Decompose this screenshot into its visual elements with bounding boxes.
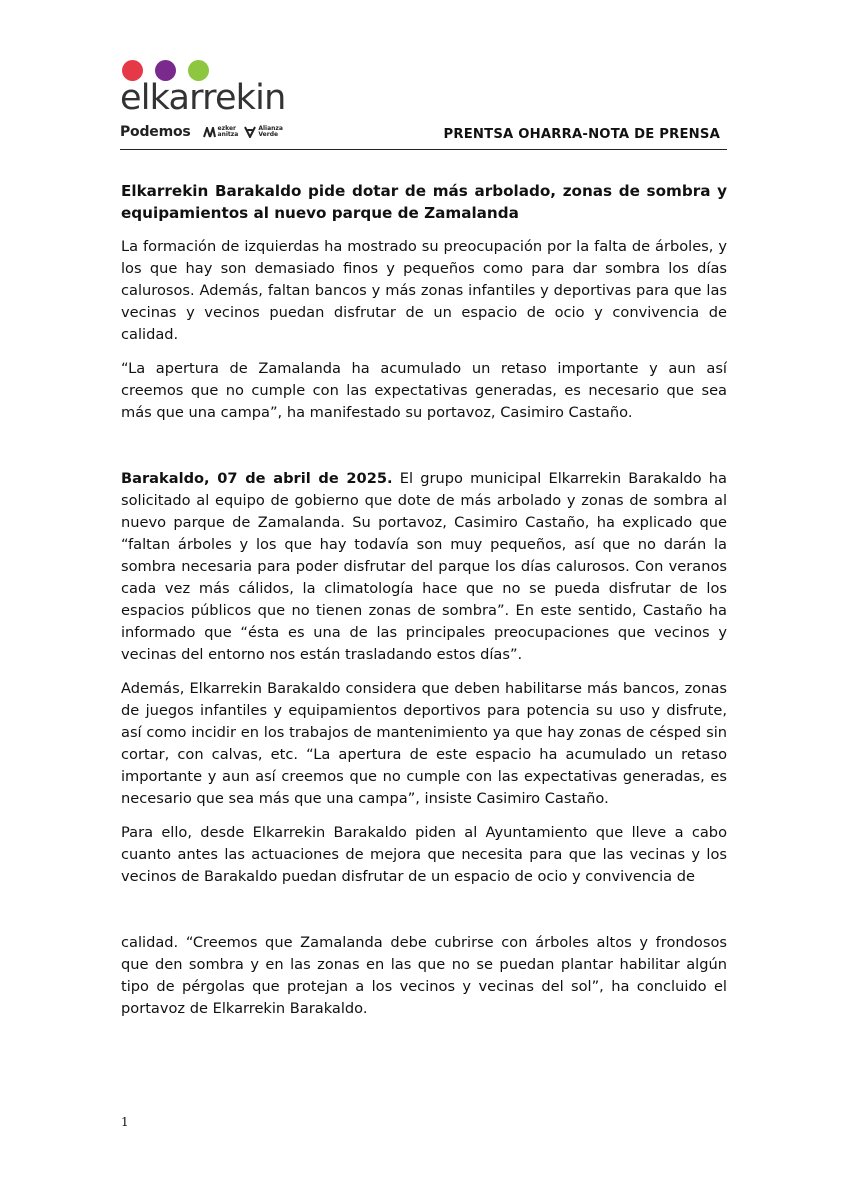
article-paragraph: Para ello, desde Elkarrekin Barakaldo piden al Ayuntamiento que lleve a cabo cuanto antes las actuaciones de mejora que necesita para que las vecinas y los vecinos de Barakaldo puedan disfrutar de un espacio de ocio y convivencia de [121,824,727,885]
article-paragraph: calidad. “Creemos que Zamalanda debe cubrirse con árboles altos y frondosos que den sombra y en las zonas en las que no se puedan plantar habilitar algún tipo de pérgolas que protejan a los vecinos y vecinas del sol”, ha concluido el portavoz de Elkarrekin Barakaldo. [121,934,727,1017]
ezker-anitza-logo: ezker anitza [217,125,239,138]
alianza-verde-icon [244,126,256,138]
article-body [121,180,727,1020]
brand-wordmark: elkarrekin [120,78,286,118]
article-headline: Elkarrekin Barakaldo pide dotar de más arbolado, zonas de sombra y equipamientos al nuevo parque de Zamalanda [121,182,727,222]
alianza-verde-logo: Alianza Verde [258,125,283,138]
article-quote: “La apertura de Zamalanda ha acumulado un retaso importante y aun así creemos que no cumple con las expectativas generadas, es necesario que sea más que una campa”, ha manifestado su portavoz, Casimiro Castaño. [121,360,727,421]
article-paragraph: Además, Elkarrekin Barakaldo considera que deben habilitarse más bancos, zonas de juegos infantiles y equipamientos deportivos para potencia su uso y disfrute, así como incidir en los trabajos de mantenimiento ya que hay zonas de césped sin cortar, con calvas, etc. “La apertura de este espacio ha acumulado un retaso importante y aun así creemos que no cumple con las expectativas generadas, es necesario que sea más que una campa”, insiste Casimiro Castaño. [121,680,727,807]
podemos-logo: Podemos [120,124,191,140]
article-lead: La formación de izquierdas ha mostrado su preocupación por la falta de árboles, y los que hay son demasiado finos y pequeños como para dar sombra los días calurosos. Además, faltan bancos y más zonas infantiles y deportivas para que las vecinas y vecinos puedan disfrutar de un espacio de ocio y convivencia de calidad. [121,238,727,343]
partner-logos [120,124,289,140]
press-release-title: PRENTSA OHARRA-NOTA DE PRENSA [443,127,720,142]
paragraph-text: El grupo municipal Elkarrekin Barakaldo ha solicitado al equipo de gobierno que dote de más arbolado y zonas de sombra al nuevo parque de Zamalanda. Su portavoz, Casimiro Castaño, ha explicado que “faltan árboles y los que hay todavía son muy pequeños, así que no darán la sombra necesaria para poder disfrutar del parque los días calurosos. Con veranos cada vez más cálidos, la climatología hace que no se pueda disfrutar de los espacios públicos que no tienen zonas de sombra”. En este sentido, Castaño ha informado que “ésta es una de las principales preocupaciones que vecinos y vecinas del entorno nos están trasladando estos días”. [121,470,727,663]
ezker-anitza-icon [203,127,216,138]
article-paragraph [121,468,727,666]
elkarrekin-logo [120,60,320,145]
dateline: Barakaldo, 07 de abril de 2025. [121,470,393,487]
header-divider [120,149,727,150]
page-number: 1 [121,1115,129,1129]
